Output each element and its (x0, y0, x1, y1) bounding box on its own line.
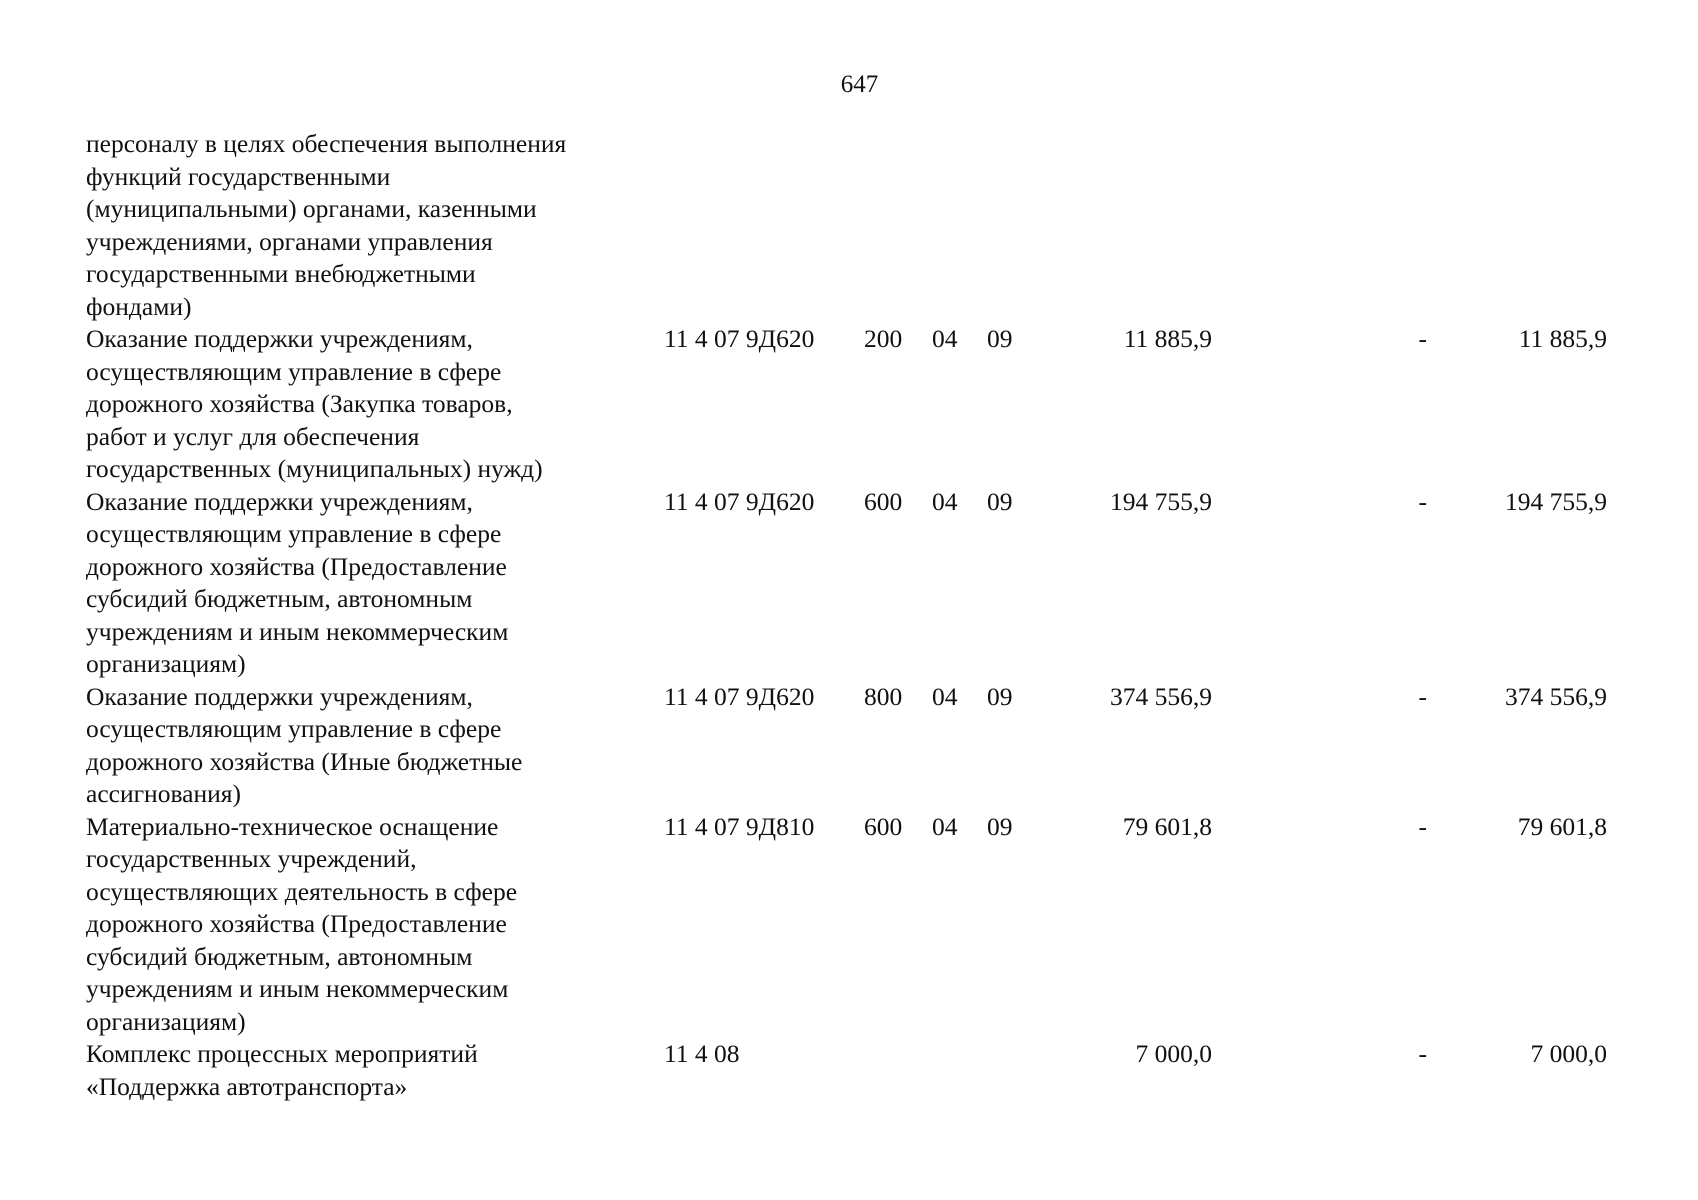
subsection-code: 09 (987, 324, 1013, 353)
subsection-code (987, 1038, 1047, 1103)
description-line: персоналу в целях обеспечения выполнения (86, 129, 567, 158)
description-line: субсидий бюджетным, автономным (86, 584, 473, 613)
description-line: «Поддержка автотранспорта» (86, 1071, 408, 1101)
description-line: осуществляющим управление в сфере (86, 519, 502, 548)
description-cell (86, 681, 662, 811)
description-line: осуществляющих деятельность в сфере (86, 876, 518, 906)
section-code: 04 (932, 681, 958, 711)
change-cell: - (1418, 1039, 1427, 1068)
subsection-code: 09 (987, 681, 1013, 711)
budget-table (86, 128, 1607, 1103)
expense-type-code: 200 (864, 324, 903, 353)
expense-type-code (864, 1038, 932, 1103)
change-cell: - (1418, 681, 1427, 711)
description-line: учреждениям и иным некоммерческим (86, 974, 509, 1003)
description-line: Оказание поддержки учреждениям, (86, 324, 473, 353)
classification-code: 11 4 07 9Д810 (664, 811, 815, 841)
table-row (86, 681, 1607, 811)
description-line: Оказание поддержки учреждениям, (86, 486, 473, 516)
table-row (86, 1038, 1607, 1103)
description-line: организациям) (86, 649, 246, 678)
subsection-code: 09 (987, 486, 1013, 516)
description-line: учреждениям и иным некоммерческим (86, 616, 509, 646)
table-row (86, 811, 1607, 1039)
expense-type-code: 600 (864, 811, 903, 841)
subsection-code: 09 (987, 811, 1013, 841)
table-row (86, 486, 1607, 681)
section-code: 04 (932, 811, 958, 841)
description-cell (86, 128, 662, 323)
classification-code: 11 4 07 9Д620 (664, 486, 815, 516)
table-row (86, 323, 1607, 486)
description-line: Оказание поддержки учреждениям, (86, 681, 473, 711)
total-cell (1427, 128, 1607, 323)
description-line: осуществляющим управление в сфере (86, 714, 502, 743)
change-cell: - (1418, 486, 1427, 516)
description-line: дорожного хозяйства (Иные бюджетные (86, 746, 523, 776)
total-cell: 374 556,9 (1505, 681, 1607, 711)
change-cell (1212, 128, 1427, 323)
classification-code: 11 4 07 9Д620 (664, 324, 815, 353)
expense-type-code (864, 128, 932, 323)
section-code (932, 1038, 987, 1103)
description-line: организациям) (86, 1006, 246, 1036)
table-body (86, 128, 1607, 1103)
page-number: 647 (840, 71, 879, 98)
description-line: ассигнования) (86, 779, 241, 808)
description-line: государственных (муниципальных) нужд) (86, 454, 543, 483)
total-cell: 11 885,9 (1518, 324, 1607, 353)
description-line: функций государственными (86, 161, 391, 191)
total-cell: 79 601,8 (1517, 811, 1607, 841)
subsection-code (987, 128, 1047, 323)
amount-cell: 79 601,8 (1122, 811, 1212, 841)
total-cell: 7 000,0 (1530, 1039, 1607, 1068)
expense-type-code: 800 (864, 681, 903, 711)
section-code (932, 128, 987, 323)
classification-code (662, 128, 864, 323)
description-cell (86, 811, 662, 1039)
description-line: Комплекс процессных мероприятий (86, 1039, 478, 1068)
amount-cell: 11 885,9 (1123, 324, 1212, 353)
description-line: дорожного хозяйства (Предоставление (86, 551, 507, 581)
section-code: 04 (932, 324, 958, 353)
description-line: осуществляющим управление в сфере (86, 356, 502, 386)
description-line: фондами) (86, 291, 192, 321)
amount-cell (1047, 128, 1212, 323)
description-line: (муниципальными) органами, казенными (86, 194, 537, 223)
description-cell (86, 1038, 662, 1103)
amount-cell: 7 000,0 (1135, 1039, 1212, 1068)
description-line: Материально-техническое оснащение (86, 811, 499, 841)
description-cell (86, 323, 662, 486)
description-line: дорожного хозяйства (Предоставление (86, 909, 507, 938)
description-line: работ и услуг для обеспечения (86, 421, 420, 451)
table-row (86, 128, 1607, 323)
description-line: учреждениями, органами управления (86, 226, 493, 256)
description-line: государственных учреждений, (86, 844, 417, 873)
amount-cell: 374 556,9 (1110, 681, 1212, 711)
description-cell (86, 486, 662, 681)
description-line: дорожного хозяйства (Закупка товаров, (86, 389, 513, 418)
description-line: государственными внебюджетными (86, 259, 476, 288)
expense-type-code: 600 (864, 486, 903, 516)
classification-code: 11 4 08 (664, 1039, 740, 1068)
total-cell: 194 755,9 (1505, 486, 1607, 516)
section-code: 04 (932, 486, 958, 516)
description-line: субсидий бюджетным, автономным (86, 941, 473, 971)
classification-code: 11 4 07 9Д620 (664, 681, 815, 711)
change-cell: - (1418, 324, 1427, 353)
amount-cell: 194 755,9 (1110, 486, 1212, 516)
change-cell: - (1418, 811, 1427, 841)
